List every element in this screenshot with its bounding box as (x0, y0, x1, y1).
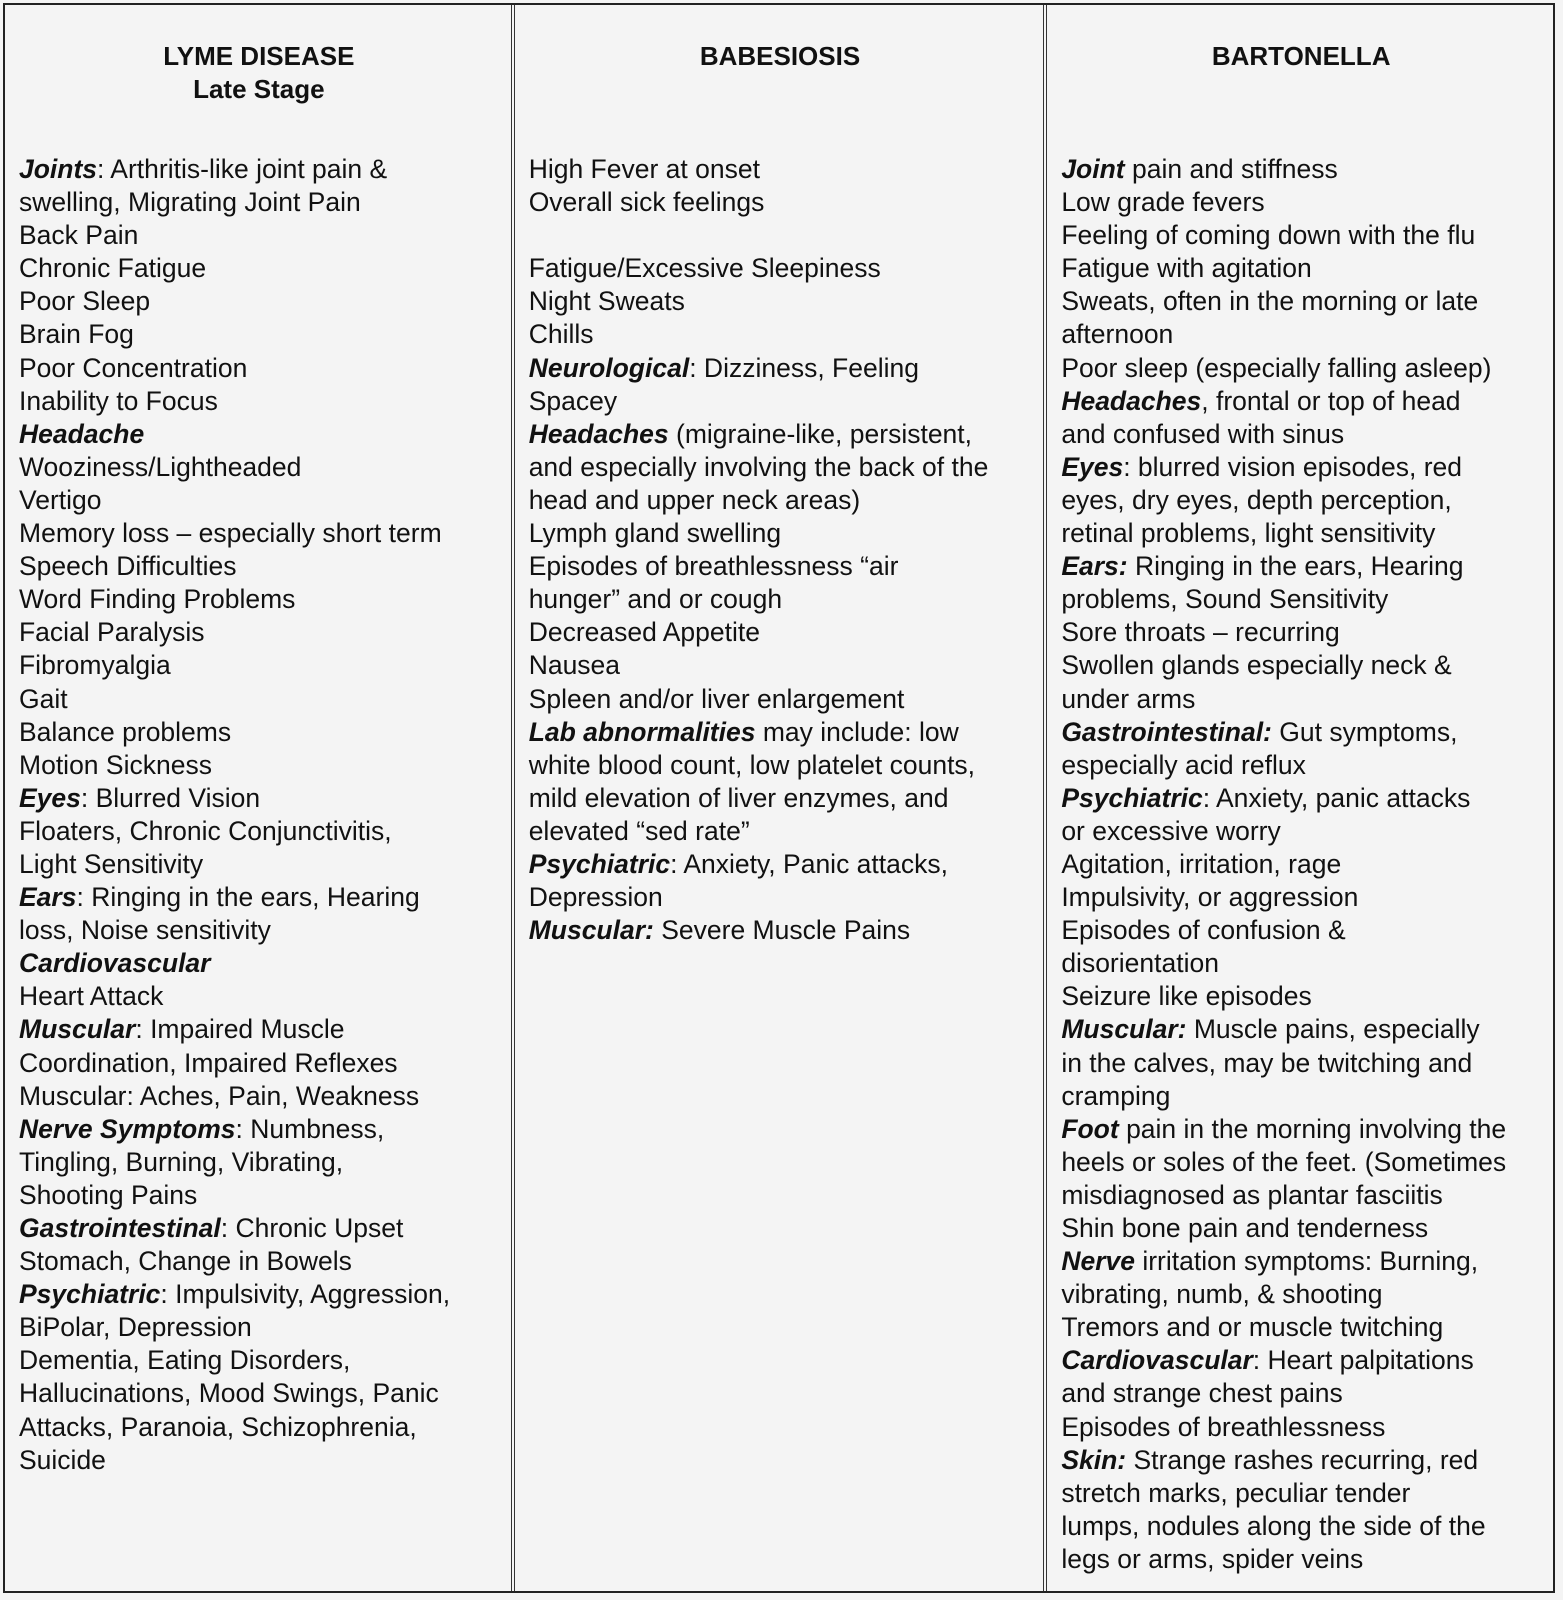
symptom-line (1061, 782, 1541, 815)
symptom-text: Poor Sleep (19, 286, 151, 317)
symptom-text: Facial Paralysis (19, 617, 205, 648)
symptom-text: : Anxiety, panic attacks (1202, 782, 1471, 813)
column-title: BABESIOSIS (699, 41, 861, 71)
symptom-line (529, 649, 1032, 682)
symptom-category: Headaches (1061, 385, 1202, 416)
symptom-line (529, 252, 1032, 285)
symptom-text: Seizure like episodes (1061, 981, 1312, 1012)
symptom-line (19, 749, 499, 782)
symptom-line (1061, 1013, 1541, 1046)
symptom-text: and especially involving the back of the (528, 451, 989, 482)
symptom-text: Vertigo (19, 484, 102, 515)
symptom-text: : Ringing in the ears, Hearing (76, 882, 420, 913)
symptom-line (1061, 1047, 1541, 1080)
symptom-line (1061, 484, 1541, 517)
symptom-line (1061, 583, 1541, 616)
symptom-text: eyes, dry eyes, depth perception, (1061, 484, 1452, 515)
column-header (19, 5, 499, 153)
symptom-text: Episodes of breathlessness (1061, 1411, 1386, 1442)
symptom-text: afternoon (1061, 319, 1174, 350)
symptom-text: Impulsivity, or aggression (1061, 882, 1359, 913)
symptom-category: Muscular (19, 1014, 136, 1045)
symptom-text: Fatigue/Excessive Sleepiness (528, 253, 881, 284)
symptom-text: pain and stiffness (1124, 154, 1338, 184)
column-header (529, 5, 1032, 153)
symptom-text: Suicide (19, 1444, 106, 1475)
symptom-text: Episodes of confusion & (1061, 915, 1346, 946)
symptom-line (529, 782, 1032, 815)
symptom-text: heels or soles of the feet. (Sometimes (1061, 1146, 1507, 1177)
symptom-list (1061, 153, 1541, 1576)
symptom-text: or excessive worry (1061, 815, 1281, 846)
symptom-text: : Numbness, (235, 1113, 385, 1144)
symptom-category: Foot (1061, 1113, 1119, 1144)
symptom-text: Memory loss – especially short term (19, 518, 442, 549)
symptom-category: Muscular: (528, 915, 654, 946)
symptom-line (19, 1411, 499, 1444)
symptom-line (1061, 285, 1541, 318)
symptom-line (19, 1245, 499, 1278)
symptom-line (529, 716, 1032, 749)
symptom-category: Muscular: (1061, 1014, 1187, 1045)
symptom-line (19, 980, 499, 1013)
symptom-line (1061, 1146, 1541, 1179)
symptom-line (1061, 815, 1541, 848)
symptom-line (19, 782, 499, 815)
column-babesiosis (511, 5, 1044, 1591)
symptom-category: Cardiovascular (1061, 1345, 1253, 1376)
symptom-text: Shooting Pains (19, 1179, 198, 1210)
symptom-line (19, 352, 499, 385)
symptom-line (19, 1377, 499, 1410)
symptom-text: Inability to Focus (19, 385, 218, 416)
symptom-line (529, 550, 1032, 583)
symptom-line (529, 683, 1032, 716)
symptom-line (19, 1179, 499, 1212)
symptom-list (19, 153, 499, 1477)
symptom-text: : blurred vision episodes, red (1123, 451, 1462, 482)
symptom-category: Nerve Symptoms (19, 1113, 236, 1144)
symptom-text: Depression (528, 882, 663, 913)
symptom-text: Lymph gland swelling (528, 518, 782, 549)
symptom-line (1061, 881, 1541, 914)
symptom-line (19, 285, 499, 318)
symptom-line (1061, 252, 1541, 285)
symptom-line (529, 517, 1032, 550)
symptom-line (19, 318, 499, 351)
symptom-line (19, 186, 499, 219)
symptom-category: Psychiatric (1061, 782, 1203, 813)
symptom-text: and strange chest pains (1061, 1378, 1343, 1409)
symptom-line (19, 219, 499, 252)
symptom-text: Strange rashes recurring, red (1126, 1444, 1479, 1475)
symptom-line (19, 583, 499, 616)
symptom-text: in the calves, may be twitching and (1061, 1047, 1473, 1078)
symptom-text: hunger” and or cough (528, 584, 783, 615)
symptom-line (1061, 1344, 1541, 1377)
symptom-text: : Impulsivity, Aggression, (160, 1279, 451, 1310)
symptom-line (19, 1047, 499, 1080)
symptom-line (529, 451, 1032, 484)
symptom-text: Brain Fog (19, 319, 134, 350)
symptom-line (529, 318, 1032, 351)
symptom-line (529, 385, 1032, 418)
symptom-category: Ears (19, 882, 77, 913)
symptom-text: elevated “sed rate” (528, 815, 750, 846)
symptom-line (1061, 517, 1541, 550)
symptom-line (1061, 616, 1541, 649)
symptom-text: Severe Muscle Pains (653, 915, 911, 946)
symptom-text: Gait (19, 683, 68, 714)
symptom-line (529, 418, 1032, 451)
symptom-text: swelling, Migrating Joint Pain (19, 187, 361, 218)
symptom-line (1061, 1411, 1541, 1444)
symptom-line (1061, 451, 1541, 484)
symptom-text: Spleen and/or liver enlargement (528, 683, 905, 714)
symptom-line (19, 252, 499, 285)
symptom-category: Joints (19, 154, 98, 184)
symptom-text: , frontal or top of head (1201, 385, 1461, 416)
symptom-line (1061, 352, 1541, 385)
column-title: LYME DISEASE (163, 41, 355, 71)
symptom-text: vibrating, numb, & shooting (1061, 1279, 1383, 1310)
symptom-line (529, 881, 1032, 914)
symptom-line (1061, 914, 1541, 947)
symptom-line (1061, 1477, 1541, 1510)
symptom-line (1061, 980, 1541, 1013)
symptom-text: Light Sensitivity (19, 848, 204, 879)
symptom-text: and confused with sinus (1061, 418, 1345, 449)
symptom-text: Low grade fevers (1061, 187, 1265, 218)
symptom-line (19, 914, 499, 947)
symptom-line (1061, 649, 1541, 682)
symptom-line (1061, 1377, 1541, 1410)
symptom-text: lumps, nodules along the side of the (1061, 1510, 1486, 1541)
symptom-text: Ringing in the ears, Hearing (1127, 551, 1464, 582)
symptom-line (19, 1444, 499, 1477)
symptom-line (19, 1113, 499, 1146)
symptom-text: BiPolar, Depression (19, 1312, 252, 1343)
symptom-text: Night Sweats (528, 286, 685, 317)
symptom-text: Spacey (528, 385, 618, 416)
column-header (1061, 5, 1541, 153)
symptom-line (1061, 947, 1541, 980)
symptom-category: Eyes (1061, 451, 1124, 482)
symptom-text: : Blurred Vision (80, 782, 261, 813)
symptom-line (529, 186, 1032, 219)
symptom-text: white blood count, low platelet counts, (528, 749, 976, 780)
symptom-text: Muscle pains, especially (1186, 1014, 1480, 1045)
symptom-text: Dementia, Eating Disorders, (19, 1345, 351, 1376)
symptom-text: Chronic Fatigue (19, 253, 207, 284)
column-title: BARTONELLA (1211, 41, 1391, 71)
symptom-category: Neurological (528, 352, 690, 383)
symptom-category: Psychiatric (19, 1279, 161, 1310)
symptom-text: stretch marks, peculiar tender (1061, 1477, 1411, 1508)
symptom-line (1061, 1113, 1541, 1146)
symptom-text: : Anxiety, Panic attacks, (670, 848, 948, 879)
symptom-line (19, 1344, 499, 1377)
column-bartonella (1043, 5, 1553, 1591)
symptom-text: Fatigue with agitation (1061, 253, 1312, 284)
symptom-text: Stomach, Change in Bowels (19, 1246, 352, 1277)
symptom-line (19, 716, 499, 749)
symptom-line (529, 616, 1032, 649)
symptom-text: Heart Attack (19, 981, 164, 1012)
symptom-text: Back Pain (19, 220, 139, 251)
symptom-text: : Heart palpitations (1252, 1345, 1474, 1376)
symptom-text: irritation symptoms: Burning, (1134, 1246, 1479, 1277)
symptom-line (529, 285, 1032, 318)
symptom-text: Tingling, Burning, Vibrating, (19, 1146, 344, 1177)
symptom-line (1061, 186, 1541, 219)
symptom-text: : Dizziness, Feeling (689, 352, 919, 383)
symptom-text: Overall sick feelings (528, 187, 765, 218)
symptom-line (19, 451, 499, 484)
symptom-line (1061, 1080, 1541, 1113)
symptom-text: loss, Noise sensitivity (19, 915, 271, 946)
symptom-text: Poor Concentration (19, 352, 248, 383)
symptom-line (1061, 550, 1541, 583)
symptom-category: Joint (1061, 154, 1125, 184)
symptom-line (19, 484, 499, 517)
symptom-line (19, 517, 499, 550)
symptom-line (1061, 385, 1541, 418)
symptom-text: Motion Sickness (19, 749, 212, 780)
symptom-text: pain in the morning involving the (1118, 1113, 1507, 1144)
symptom-line (529, 914, 1032, 947)
symptom-list (529, 153, 1032, 947)
symptom-line (529, 848, 1032, 881)
symptom-line (19, 815, 499, 848)
symptom-line (529, 484, 1032, 517)
symptom-line (1061, 153, 1541, 186)
symptom-text: Sore throats – recurring (1061, 617, 1340, 648)
symptom-line (529, 219, 1032, 252)
symptom-text: mild elevation of liver enzymes, and (528, 782, 949, 813)
symptom-line (1061, 1510, 1541, 1543)
symptom-line (1061, 1543, 1541, 1576)
symptom-text: High Fever at onset (528, 154, 760, 184)
symptom-line (19, 649, 499, 682)
symptom-line (19, 1311, 499, 1344)
symptom-text: may include: low (755, 716, 959, 747)
symptom-text: Feeling of coming down with the flu (1061, 220, 1476, 251)
symptom-line (1061, 1278, 1541, 1311)
symptom-text: disorientation (1061, 948, 1219, 979)
symptom-line (1061, 1245, 1541, 1278)
symptom-text: Muscular: Aches, Pain, Weakness (19, 1080, 420, 1111)
symptom-line (1061, 1179, 1541, 1212)
symptom-line (19, 1013, 499, 1046)
symptom-text: Attacks, Paranoia, Schizophrenia, (19, 1411, 417, 1442)
symptom-category: Gastrointestinal (19, 1213, 221, 1243)
symptom-text: Hallucinations, Mood Swings, Panic (19, 1378, 439, 1409)
symptom-category: Headaches (528, 418, 669, 449)
symptom-text: Shin bone pain and tenderness (1061, 1213, 1429, 1243)
symptom-text: misdiagnosed as plantar fasciitis (1061, 1179, 1443, 1210)
symptom-category: Ears: (1061, 551, 1128, 582)
symptom-text: Gut symptoms, (1271, 716, 1458, 747)
symptom-line (19, 1080, 499, 1113)
symptom-line (529, 583, 1032, 616)
symptom-category: Cardiovascular (19, 948, 211, 979)
symptom-text: Episodes of breathlessness “air (528, 551, 899, 582)
symptom-text: retinal problems, light sensitivity (1061, 518, 1436, 549)
column-subtitle: Late Stage (193, 74, 325, 104)
symptom-line (1061, 749, 1541, 782)
symptom-line (1061, 418, 1541, 451)
symptom-line (1061, 1444, 1541, 1477)
symptom-category: Psychiatric (528, 848, 671, 879)
symptom-text: : Chronic Upset (220, 1213, 404, 1243)
symptom-text: Agitation, irritation, rage (1061, 848, 1342, 879)
symptom-line (19, 848, 499, 881)
symptom-text: cramping (1061, 1080, 1171, 1111)
symptom-line (1061, 716, 1541, 749)
symptom-line (19, 616, 499, 649)
symptom-text: Coordination, Impaired Reflexes (19, 1047, 398, 1078)
symptom-text: Speech Difficulties (19, 551, 237, 582)
symptom-comparison-table (3, 3, 1555, 1593)
symptom-text: (migraine-like, persistent, (668, 418, 973, 449)
symptom-text: Decreased Appetite (528, 617, 760, 648)
symptom-category: Skin: (1061, 1444, 1127, 1475)
symptom-line (1061, 848, 1541, 881)
symptom-line (19, 153, 499, 186)
symptom-text: Chills (528, 319, 594, 350)
symptom-text: Wooziness/Lightheaded (19, 451, 302, 482)
symptom-category: Lab abnormalities (528, 716, 756, 747)
symptom-text: especially acid reflux (1061, 749, 1306, 780)
symptom-line (1061, 683, 1541, 716)
symptom-text: : Arthritis-like joint pain & (97, 154, 388, 184)
symptom-line (19, 550, 499, 583)
symptom-line (19, 385, 499, 418)
symptom-text: Floaters, Chronic Conjunctivitis, (19, 815, 392, 846)
symptom-line (19, 1146, 499, 1179)
symptom-category: Nerve (1061, 1246, 1135, 1277)
symptom-line (529, 352, 1032, 385)
symptom-text: Nausea (528, 650, 621, 681)
symptom-line (529, 749, 1032, 782)
symptom-line (19, 881, 499, 914)
symptom-line (19, 418, 499, 451)
symptom-line (1061, 1311, 1541, 1344)
symptom-text: Fibromyalgia (19, 650, 171, 681)
symptom-text: Tremors and or muscle twitching (1061, 1312, 1444, 1343)
symptom-category: Gastrointestinal: (1061, 716, 1272, 747)
symptom-line (19, 947, 499, 980)
symptom-line (1061, 1212, 1541, 1245)
symptom-text: head and upper neck areas) (528, 484, 861, 515)
symptom-text: legs or arms, spider veins (1061, 1543, 1364, 1574)
symptom-line (1061, 219, 1541, 252)
symptom-line (19, 683, 499, 716)
symptom-text: under arms (1061, 683, 1196, 714)
symptom-line (19, 1278, 499, 1311)
symptom-text: Sweats, often in the morning or late (1061, 286, 1479, 317)
symptom-line (529, 815, 1032, 848)
symptom-text: problems, Sound Sensitivity (1061, 584, 1389, 615)
symptom-text: Swollen glands especially neck & (1061, 650, 1452, 681)
symptom-text: Word Finding Problems (19, 584, 296, 615)
symptom-text: Poor sleep (especially falling asleep) (1061, 352, 1492, 383)
symptom-category: Eyes (19, 782, 81, 813)
symptom-line (529, 153, 1032, 186)
symptom-category: Headache (19, 418, 145, 449)
symptom-line (1061, 318, 1541, 351)
symptom-line (19, 1212, 499, 1245)
symptom-text: Balance problems (19, 716, 232, 747)
column-lyme-disease (5, 5, 511, 1591)
symptom-text: : Impaired Muscle (135, 1014, 345, 1045)
